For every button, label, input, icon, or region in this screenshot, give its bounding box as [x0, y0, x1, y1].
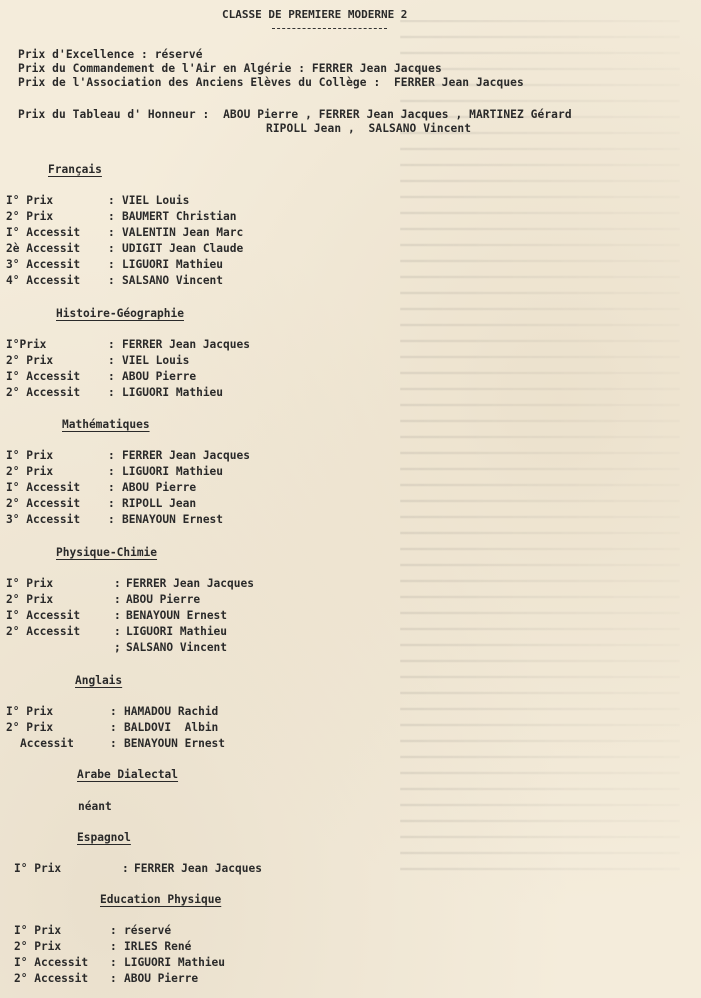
rank-label: 2° Accessit [6, 497, 81, 510]
student-name: SALSANO Vincent [122, 274, 224, 287]
separator: : [110, 721, 117, 734]
student-name: UDIGIT Jean Claude [122, 242, 244, 255]
student-name: SALSANO Vincent [126, 641, 228, 654]
student-name: LIGUORI Mathieu [122, 465, 224, 478]
separator: : [122, 862, 129, 875]
separator: ; [114, 641, 121, 654]
separator: : [110, 940, 117, 953]
prix-excellence: Prix d'Excellence : réservé [18, 48, 203, 61]
rank-label: I° Accessit [6, 226, 81, 239]
section-heading-espagnol: Espagnol [77, 831, 131, 844]
rank-label: 2° Prix [14, 940, 62, 953]
section-heading-anglais: Anglais [75, 674, 123, 687]
separator: : [108, 481, 115, 494]
rank-label: I° Accessit [6, 481, 81, 494]
separator: : [110, 956, 117, 969]
rank-label: 2° Prix [6, 593, 54, 606]
student-name: LIGUORI Mathieu [124, 956, 226, 969]
student-name: FERRER Jean Jacques [134, 862, 262, 875]
separator: : [108, 465, 115, 478]
title-underline [272, 28, 387, 29]
section-heading-francais: Français [48, 163, 102, 176]
prix-tableau-honneur: Prix du Tableau d' Honneur : ABOU Pierre , FERRER Jean Jacques , MARTINEZ Gérard [18, 108, 572, 121]
rank-label: I°Prix [6, 338, 47, 351]
separator: : [108, 497, 115, 510]
section-heading-mathematiques: Mathématiques [62, 418, 150, 431]
student-name: FERRER Jean Jacques [122, 338, 250, 351]
student-name: VALENTIN Jean Marc [122, 226, 244, 239]
separator: : [108, 370, 115, 383]
rank-label: I° Prix [6, 194, 54, 207]
student-name: BAUMERT Christian [122, 210, 237, 223]
student-name: FERRER Jean Jacques [122, 449, 250, 462]
student-name: BALDOVI Albin [124, 721, 219, 734]
section-heading-histoire-geographie: Histoire-Géographie [56, 307, 184, 320]
separator: : [108, 386, 115, 399]
student-name: VIEL Louis [122, 354, 190, 367]
rank-label: 2° Accessit [6, 625, 81, 638]
separator: : [114, 625, 121, 638]
student-name: BENAYOUN Ernest [126, 609, 228, 622]
student-name: LIGUORI Mathieu [122, 386, 224, 399]
prix-association: Prix de l'Association des Anciens Elèves du Collège : FERRER Jean Jacques [18, 76, 524, 89]
student-name: VIEL Louis [122, 194, 190, 207]
separator: : [108, 354, 115, 367]
student-name: néant [78, 800, 112, 813]
student-name: FERRER Jean Jacques [126, 577, 254, 590]
rank-label: I° Accessit [14, 956, 89, 969]
separator: : [114, 609, 121, 622]
rank-label: I° Prix [6, 705, 54, 718]
rank-label: 3° Accessit [6, 258, 81, 271]
separator: : [108, 226, 115, 239]
rank-label: I° Prix [14, 924, 62, 937]
bleed-through-text [400, 20, 680, 880]
section-heading-education-physique: Education Physique [100, 893, 222, 906]
student-name: ABOU Pierre [124, 972, 199, 985]
rank-label: I° Prix [14, 862, 62, 875]
section-heading-arabe-dialectal: Arabe Dialectal [77, 768, 179, 781]
rank-label: I° Accessit [6, 370, 81, 383]
separator: : [114, 577, 121, 590]
separator: : [110, 737, 117, 750]
student-name: HAMADOU Rachid [124, 705, 219, 718]
separator: : [110, 705, 117, 718]
separator: : [108, 513, 115, 526]
student-name: ABOU Pierre [122, 370, 197, 383]
separator: : [110, 972, 117, 985]
rank-label: I° Accessit [6, 609, 81, 622]
student-name: ABOU Pierre [126, 593, 201, 606]
section-heading-physique-chimie: Physique-Chimie [56, 546, 158, 559]
rank-label: 2° Prix [6, 465, 54, 478]
student-name: RIPOLL Jean [122, 497, 197, 510]
rank-label: 2° Accessit [6, 386, 81, 399]
separator: : [114, 593, 121, 606]
prix-tableau-honneur-cont: RIPOLL Jean , SALSANO Vincent [266, 122, 472, 135]
page-title: CLASSE DE PREMIERE MODERNE 2 [222, 8, 408, 21]
separator: : [108, 242, 115, 255]
student-name: LIGUORI Mathieu [126, 625, 228, 638]
rank-label: 4° Accessit [6, 274, 81, 287]
rank-label: 2° Accessit [14, 972, 89, 985]
separator: : [110, 924, 117, 937]
student-name: BENAYOUN Ernest [124, 737, 226, 750]
student-name: ABOU Pierre [122, 481, 197, 494]
rank-label: 3° Accessit [6, 513, 81, 526]
rank-label: I° Prix [6, 577, 54, 590]
separator: : [108, 449, 115, 462]
separator: : [108, 194, 115, 207]
rank-label: 2° Prix [6, 721, 54, 734]
student-name: réservé [124, 924, 172, 937]
rank-label: Accessit [20, 737, 74, 750]
rank-label: 2° Prix [6, 354, 54, 367]
rank-label: 2è Accessit [6, 242, 81, 255]
student-name: IRLES René [124, 940, 192, 953]
separator: : [108, 258, 115, 271]
separator: : [108, 274, 115, 287]
prix-commandement: Prix du Commandement de l'Air en Algérie : FERRER Jean Jacques [18, 62, 442, 75]
rank-label: 2° Prix [6, 210, 54, 223]
student-name: BENAYOUN Ernest [122, 513, 224, 526]
rank-label: I° Prix [6, 449, 54, 462]
separator: : [108, 210, 115, 223]
student-name: LIGUORI Mathieu [122, 258, 224, 271]
separator: : [108, 338, 115, 351]
